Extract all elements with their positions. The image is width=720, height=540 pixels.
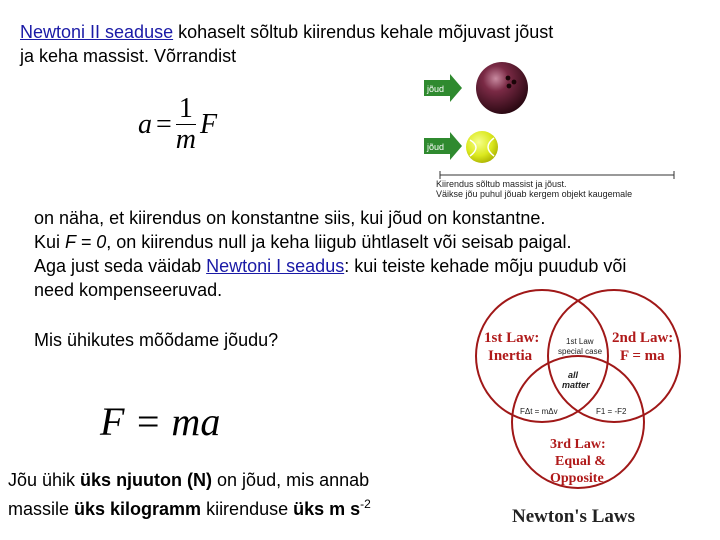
- unit-text-a: Jõu ühik: [8, 470, 81, 490]
- paragraph-2-text-b: , on kiirendus null ja keha liigub ühtlaselt või seisab paigal.: [106, 232, 572, 252]
- formula-lhs: a: [138, 108, 152, 140]
- venn-law2-title: 2nd Law:: [612, 330, 674, 346]
- figure-caption-line-2: Väikse jõu puhul jõuab kergem objekt kaugemale: [436, 189, 633, 199]
- venn-special-a: 1st Law: [566, 337, 594, 346]
- unit-text-b: on jõud, mis annab: [212, 470, 370, 490]
- newton-first-law-link[interactable]: Newtoni I seadus: [206, 256, 345, 276]
- formula-rhs: F: [200, 108, 218, 140]
- formula-numerator: 1: [176, 94, 196, 125]
- unit-text-bold-b: üks kilogramm: [74, 499, 202, 519]
- venn-impulse-equation: FΔt = mΔv: [520, 407, 558, 416]
- paragraph-1-line-2: ja keha massist. Võrrandist: [20, 46, 237, 66]
- newton-second-law-link[interactable]: Newtoni II seaduse: [20, 22, 174, 42]
- paragraph-1-text: kohaselt sõltub kiirendus kehale mõjuvast jõust: [173, 22, 554, 42]
- venn-reaction-equation: F1 = -F2: [596, 407, 627, 416]
- venn-center-b: matter: [562, 380, 590, 390]
- formula-denominator: m: [175, 124, 197, 155]
- force-label-bottom: jõud: [427, 142, 445, 152]
- unit-line-2: [8, 492, 371, 521]
- paragraph-2-line-1: on näha, et kiirendus on konstantne siis, kui jõud on konstantne.: [34, 208, 546, 228]
- venn-law2-name: F = ma: [620, 348, 665, 364]
- unit-text-bold-c: üks m s: [293, 499, 361, 519]
- force-mass-illustration: [418, 60, 678, 200]
- paragraph-2-line-4: need kompenseeruvad.: [34, 280, 223, 300]
- paragraph-2-text-c: Aga just seda väidab: [34, 256, 207, 276]
- paragraph-2-line-3: [34, 254, 626, 278]
- paragraph-2-text-d: : kui teiste kehade mõju puudub või: [344, 256, 627, 276]
- venn-law3-name-a: Equal &: [555, 454, 606, 469]
- tennis-ball-icon: [466, 131, 498, 163]
- venn-title: Newton's Laws: [512, 506, 635, 527]
- venn-special-b: special case: [558, 347, 603, 356]
- formula-force: F = ma: [100, 399, 221, 444]
- force-mass-figure: [418, 60, 678, 200]
- unit-text-d: kiirenduse: [201, 499, 294, 519]
- unit-text-c: massile: [8, 499, 75, 519]
- venn-diagram: [454, 286, 702, 532]
- unit-text-bold-a: üks njuuton (N): [80, 470, 213, 490]
- formula-acceleration: [138, 94, 217, 155]
- paragraph-1-line-1: [20, 20, 553, 44]
- unit-exponent: -2: [360, 497, 371, 511]
- newtons-laws-venn: [454, 286, 702, 532]
- paragraph-2-text-a: Kui: [34, 232, 66, 252]
- question-text: Mis ühikutes mõõdame jõudu?: [34, 330, 279, 350]
- venn-law3-name-b: Opposite: [550, 471, 604, 486]
- force-label-top: jõud: [427, 84, 445, 94]
- bowling-ball-icon: [476, 62, 528, 114]
- venn-center-a: all: [568, 370, 579, 380]
- formula-equals: =: [156, 108, 172, 140]
- force-zero-expression: F = 0: [65, 232, 107, 252]
- formula-fraction: [176, 94, 196, 155]
- venn-law1-name: Inertia: [488, 348, 533, 364]
- unit-line-1: [8, 468, 369, 492]
- figure-caption-line-1: Kiirendus sõltub massist ja jõust.: [436, 179, 567, 189]
- venn-law3-title: 3rd Law:: [550, 437, 606, 452]
- paragraph-2-line-2: [34, 230, 572, 254]
- venn-law1-title: 1st Law:: [484, 330, 540, 346]
